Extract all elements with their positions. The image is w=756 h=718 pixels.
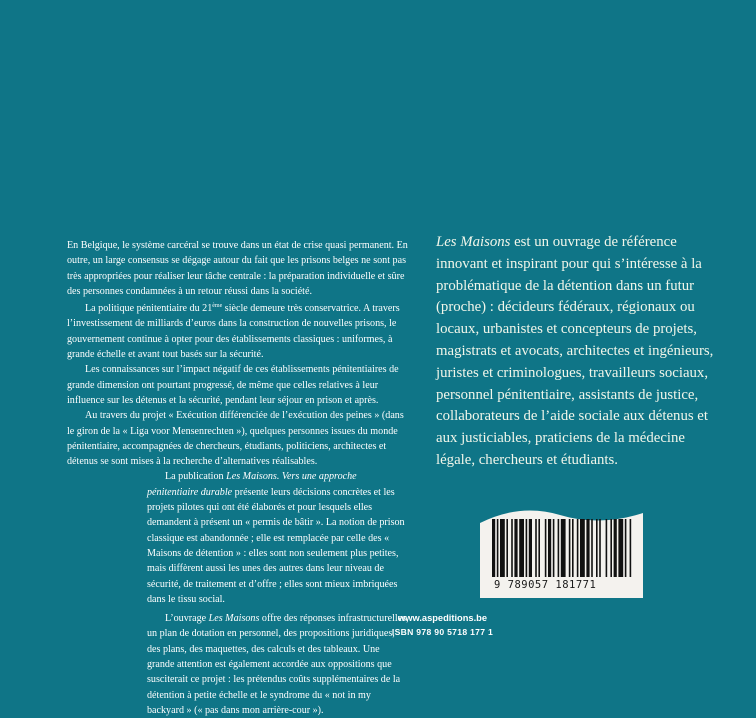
barcode-bar	[596, 519, 598, 577]
barcode-bar	[614, 519, 617, 577]
barcode-bar	[500, 519, 505, 577]
barcode-bar	[591, 519, 593, 577]
paragraph-contents: L’ouvrage Les Maisons offre des réponses infrastructurelles, un plan de dotation en personnel, des propositions juridiques, des plans, des maquettes, des calculs et des tableaux. Une grande attention est également accordée aux oppositions que susciterait ce projet : les prétendus coûts supplémentaires de la détention à petite échelle et le syndrome du « not in my backyard » (« pas dans mon arrière-cour »).	[147, 613, 409, 716]
barcode-bar	[618, 519, 623, 577]
barcode-bar	[506, 519, 508, 577]
barcode-bar	[497, 519, 499, 577]
website-url: www.aspeditions.be	[397, 613, 488, 623]
barcode-bar	[548, 519, 551, 577]
barcode-bar	[553, 519, 555, 577]
audience-description: Les Maisons est un ouvrage de référence innovant et inspirant pour qui s’intéresse à la problématique de la détention dans un futur (proche) : décideurs fédéraux, régionaux ou locaux, urbanistes et concepteurs de projets, magistrats et avocats, architectes et ingénieurs, juristes et criminologues, travailleurs sociaux, personnel pénitentiaire, assistants de justice, collaborateurs de l’aide sociale aux détenus et aux justiciables, praticiens de la médecine légale, chercheurs et étudiants.	[436, 234, 714, 468]
barcode-bar	[561, 519, 566, 577]
barcode-digits: 9 789057 181771	[494, 579, 597, 591]
barcode-bar	[625, 519, 627, 577]
barcode-bar	[580, 519, 585, 577]
back-cover-description	[67, 238, 412, 718]
paragraph-policy: La politique pénitentiaire du 21ème siècle demeure très conservatrice. A travers l’investissement de milliards d’euros dans la construction de nouvelles prisons, le gouvernement continue à opter pour des établissements classiques : uniformes, à grande échelle et avant tout basés sur la sécurité.	[67, 303, 400, 361]
barcode-bar	[545, 519, 547, 577]
barcode-bar	[511, 519, 513, 577]
barcode-bar	[572, 519, 574, 577]
barcode-bar	[558, 519, 560, 577]
barcode-bar	[538, 519, 540, 577]
barcode-bar	[630, 519, 632, 577]
barcode-bar	[526, 519, 528, 577]
barcode-bar	[519, 519, 524, 577]
paragraph-project: Au travers du projet « Exécution différenciée de l’exécution des peines » (dans le giron de la « Liga voor Mensenrechten »), quelques personnes issues du monde pénitentiaire, accompagnées de chercheurs, étudiants, politiciens, architectes et détenus se sont mises à la recherche d’alternatives réalisables.	[67, 410, 404, 468]
paragraph-intro: En Belgique, le système carcéral se trouve dans un état de crise quasi permanent. En outre, un large consensus se dégage autour du fait que les prisons belges ne sont pas très appropriées pour réaliser leur tâche centrale : la préparation individuelle et sûre des personnes condamnées à un retour réussi dans la société.	[67, 240, 408, 297]
barcode-bar	[599, 519, 601, 577]
barcode-bar	[529, 519, 532, 577]
barcode-bar	[514, 519, 517, 577]
barcode-bar	[606, 519, 608, 577]
book-title: Les Maisons. Vers une approche pénitentiaire durable	[147, 471, 357, 498]
barcode-bar	[610, 519, 612, 577]
paragraph-knowledge: Les connaissances sur l’impact négatif de ces établissements pénitentiaires de grande dimension ont pourtant progressé, de même que celles relatives à leur influence sur les détenus et la sécurité, pendant leur séjour en prison et après.	[67, 364, 399, 406]
barcode-bar	[492, 519, 495, 577]
barcode-bar	[577, 519, 579, 577]
book-title: Les Maisons	[436, 234, 511, 250]
isbn-number: ISBN 978 90 5718 177 1	[391, 627, 494, 637]
barcode-bar	[586, 519, 589, 577]
barcode-bar	[535, 519, 537, 577]
barcode-bar	[569, 519, 571, 577]
paragraph-publication: La publication Les Maisons. Vers une approche pénitentiaire durable présente leurs décisions concrètes et les projets pilotes qui ont été élaborés et pour lesquels elles demandent à présent un « permis de bâtir ». La notion de prison classique est abandonnée ; elle est remplacée par celle des « Maisons de détention » : elles sont non seulement plus petites, mais diffèrent aussi les unes des autres dans leur niveau de sécurité, de traitement et d’offre ; elles sont mieux imbriquées dans le tissu social.	[147, 471, 405, 605]
book-title: Les Maisons	[208, 613, 260, 625]
